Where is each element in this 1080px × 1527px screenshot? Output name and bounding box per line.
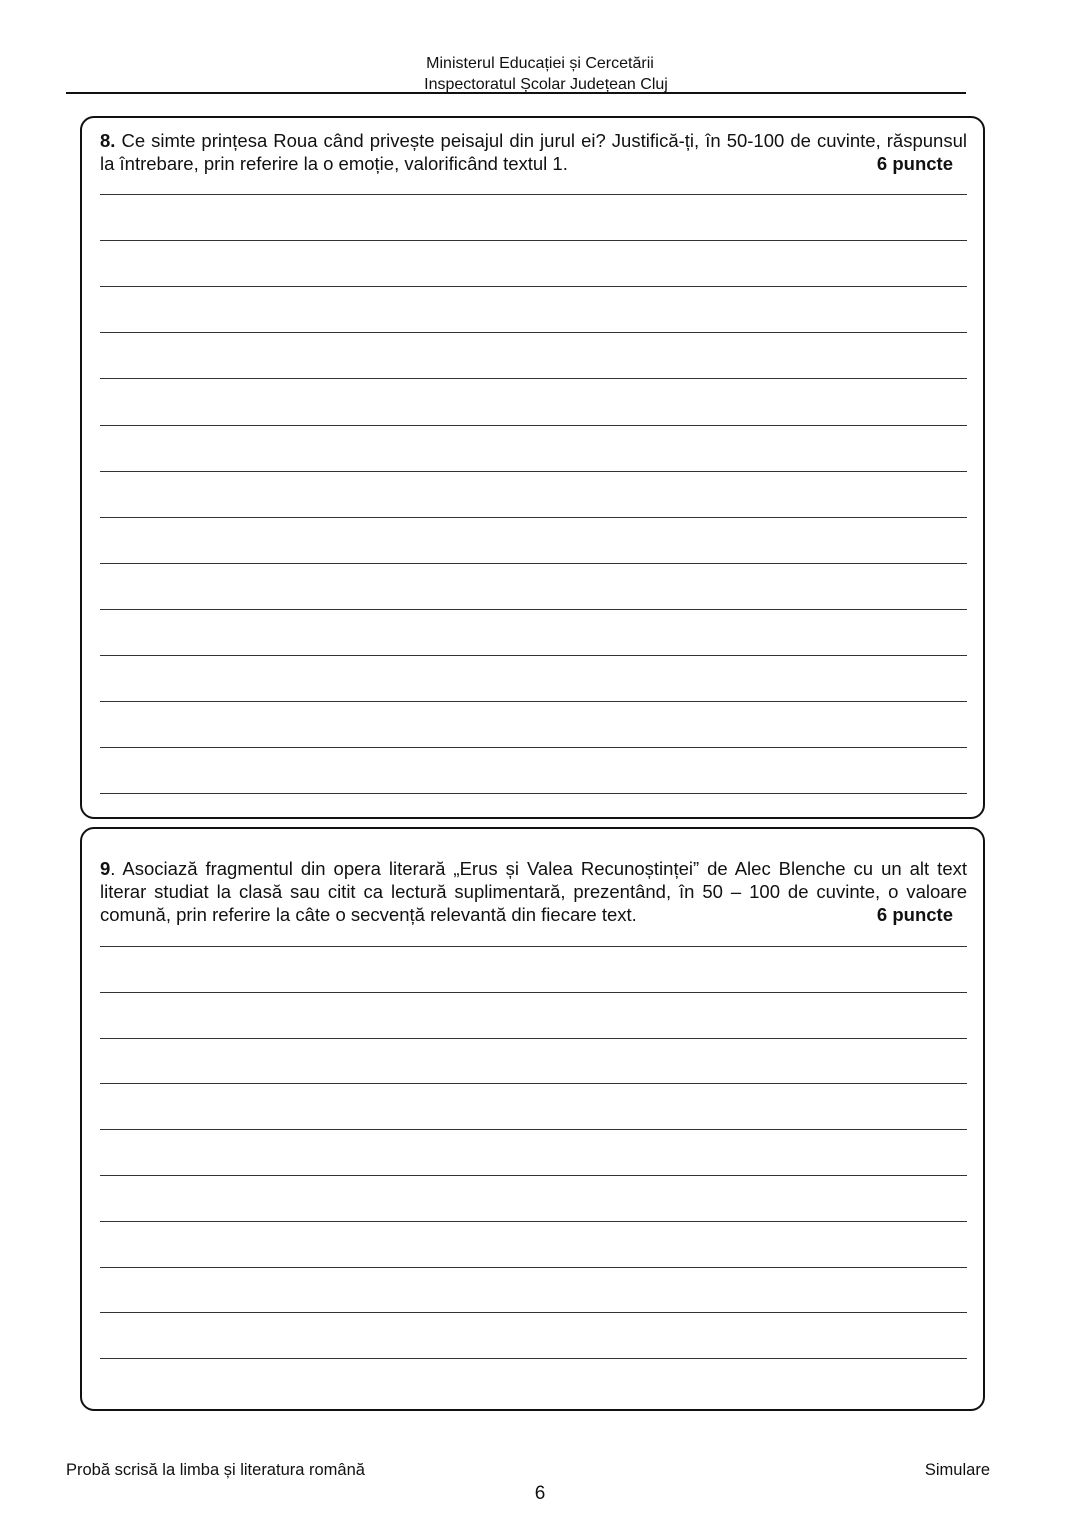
answer-line[interactable] — [100, 471, 967, 472]
question-9-number: 9 — [100, 858, 111, 879]
page-number: 6 — [534, 1483, 546, 1504]
answer-line[interactable] — [100, 946, 967, 947]
answer-line[interactable] — [100, 1038, 967, 1039]
answer-line[interactable] — [100, 655, 967, 656]
answer-line[interactable] — [100, 701, 967, 702]
answer-line[interactable] — [100, 517, 967, 518]
answer-line[interactable] — [100, 1175, 967, 1176]
question-8-prompt — [100, 129, 967, 175]
answer-line[interactable] — [100, 240, 967, 241]
question-8-number: 8. — [100, 130, 116, 151]
footer-exam-type: Simulare — [924, 1461, 990, 1479]
answer-line[interactable] — [100, 1267, 967, 1268]
page-header — [0, 53, 1080, 95]
header-rule — [66, 92, 966, 94]
answer-line[interactable] — [100, 1129, 967, 1130]
answer-line[interactable] — [100, 332, 967, 333]
question-8-points: 6 puncte — [876, 153, 953, 174]
answer-line[interactable] — [100, 1083, 967, 1084]
answer-line[interactable] — [100, 609, 967, 610]
answer-line[interactable] — [100, 194, 967, 195]
question-9-text: . Asociază fragmentul din opera literară „Erus și Valea Recunoștinței” de Alec Blenche cu un alt text literar studiat la clasă sau citit ca lectură suplimentară, prezentând, în 50 – 100 de cuvinte, o valoare comună, prin referire la câte o secvență relevantă din fiecare text. — [100, 858, 967, 925]
answer-line[interactable] — [100, 1221, 967, 1222]
answer-line[interactable] — [100, 793, 967, 794]
question-9-box — [80, 827, 985, 1411]
answer-line[interactable] — [100, 992, 967, 993]
header-ministry: Ministerul Educației și Cercetării — [426, 55, 654, 72]
footer-exam-title: Probă scrisă la limba și literatura română — [66, 1461, 365, 1479]
answer-line[interactable] — [100, 563, 967, 564]
question-9-points: 6 puncte — [876, 904, 953, 925]
answer-line[interactable] — [100, 425, 967, 426]
answer-line[interactable] — [100, 747, 967, 748]
answer-line[interactable] — [100, 378, 967, 379]
answer-line[interactable] — [100, 1358, 967, 1359]
question-8-text: Ce simte prințesa Roua când privește peisajul din jurul ei? Justifică-ți, în 50-100 de cuvinte, răspunsul la întrebare, prin referire la o emoție, valorificând textul 1. — [100, 130, 967, 174]
header-inspectorate: Inspectoratul Școlar Județean Cluj — [424, 76, 668, 93]
question-9-prompt — [100, 857, 967, 926]
answer-line[interactable] — [100, 286, 967, 287]
question-8-box — [80, 116, 985, 819]
answer-line[interactable] — [100, 1312, 967, 1313]
